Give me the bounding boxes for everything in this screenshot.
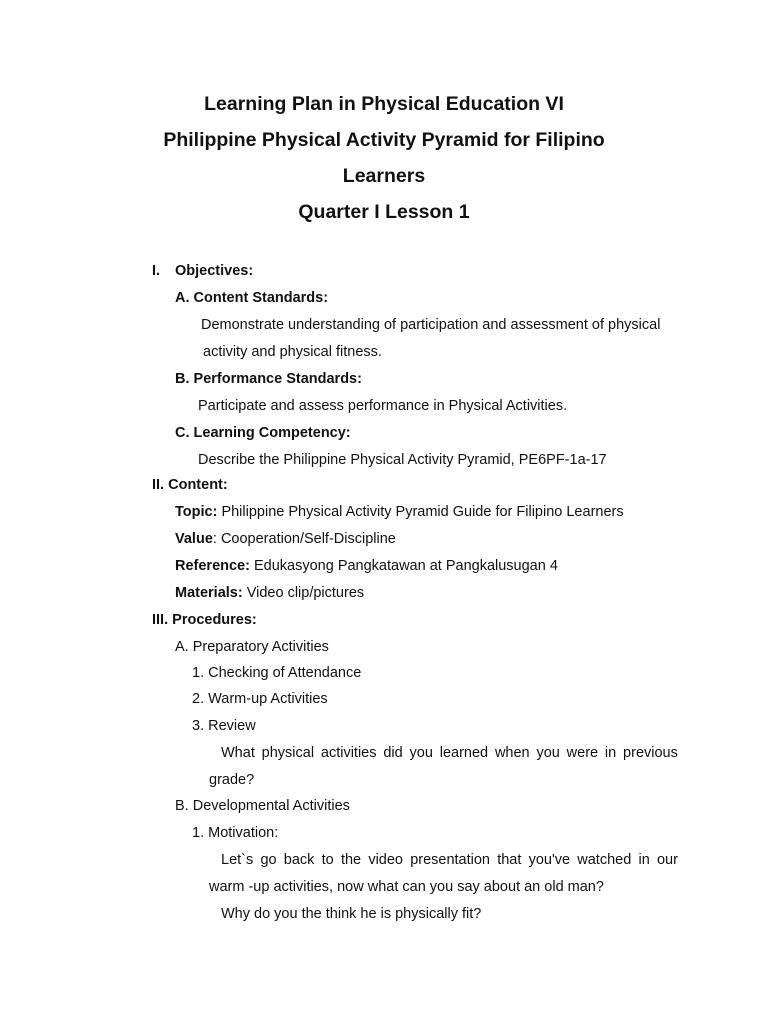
justified-word: go xyxy=(260,852,277,868)
review-question-line1 xyxy=(221,743,678,763)
reference-line xyxy=(175,556,558,576)
justified-word: you xyxy=(409,745,433,761)
learning-competency-text: Describe the Philippine Physical Activity Pyramid, PE6PF-1a-17 xyxy=(198,452,607,468)
justified-word: physical xyxy=(261,745,315,761)
objectives-number: I. xyxy=(152,263,161,279)
justified-word: What xyxy=(221,745,255,761)
justified-word: in xyxy=(604,745,617,761)
topic-line xyxy=(175,502,624,522)
content-standards-text-line2: activity and physical fitness. xyxy=(203,344,382,360)
content-heading: II. Content: xyxy=(152,477,228,493)
review-question-line2: grade? xyxy=(209,772,255,788)
value-value: : Cooperation/Self-Discipline xyxy=(212,531,396,547)
justified-word: you xyxy=(536,745,560,761)
topic-value: Philippine Physical Activity Pyramid Guide for Filipino Learners xyxy=(217,504,624,520)
justified-word: the xyxy=(340,852,362,868)
value-label: Value xyxy=(175,531,213,547)
motivation-text-line2: warm -up activities, now what can you say about an old man? xyxy=(209,879,604,895)
developmental-activities: B. Developmental Activities xyxy=(175,798,350,814)
learning-competency-label: C. Learning Competency: xyxy=(175,425,351,441)
materials-label: Materials: xyxy=(175,585,243,601)
objectives-heading: Objectives: xyxy=(175,263,254,279)
justified-word: did xyxy=(383,745,403,761)
content-standards-label: A. Content Standards: xyxy=(175,290,329,306)
performance-standards-label: B. Performance Standards: xyxy=(175,371,362,387)
justified-word: presentation xyxy=(410,852,490,868)
preparatory-item-attendance: 1. Checking of Attendance xyxy=(192,665,362,681)
justified-word: learned xyxy=(439,745,489,761)
justified-word: in xyxy=(638,852,650,868)
justified-word: to xyxy=(321,852,334,868)
preparatory-activities: A. Preparatory Activities xyxy=(175,639,329,655)
justified-word: our xyxy=(656,852,678,868)
preparatory-item-review: 3. Review xyxy=(192,718,256,734)
justified-word: video xyxy=(368,852,403,868)
preparatory-item-warmup: 2. Warm-up Activities xyxy=(192,691,328,707)
materials-value: Video clip/pictures xyxy=(242,585,365,601)
justified-word: when xyxy=(494,745,530,761)
motivation-text-line3: Why do you the think he is physically fit? xyxy=(221,906,482,922)
lesson-title: Quarter I Lesson 1 xyxy=(298,201,470,223)
content-standards-text-line1: Demonstrate understanding of participation and assessment of physical xyxy=(201,317,661,333)
justified-word: you've xyxy=(528,852,571,868)
justified-word: activities xyxy=(320,745,377,761)
motivation-label: 1. Motivation: xyxy=(192,825,279,841)
motivation-text-line1 xyxy=(221,850,678,870)
justified-word: watched xyxy=(577,852,632,868)
justified-word: Let`s xyxy=(221,852,254,868)
justified-word: back xyxy=(283,852,315,868)
topic-label: Topic: xyxy=(175,504,218,520)
justified-word: previous xyxy=(623,745,678,761)
materials-line xyxy=(175,583,364,603)
reference-label: Reference: xyxy=(175,558,250,574)
procedures-heading: III. Procedures: xyxy=(152,612,257,628)
document-title: Learning Plan in Physical Education VI xyxy=(204,93,564,115)
justified-word: were xyxy=(566,745,599,761)
performance-standards-text: Participate and assess performance in Physical Activities. xyxy=(198,398,568,414)
value-line xyxy=(175,529,396,549)
justified-word: that xyxy=(497,852,522,868)
document-subtitle: Philippine Physical Activity Pyramid for Filipino xyxy=(163,129,605,151)
document-subtitle-continued: Learners xyxy=(342,165,426,187)
reference-value: Edukasyong Pangkatawan at Pangkalusugan 4 xyxy=(249,558,558,574)
